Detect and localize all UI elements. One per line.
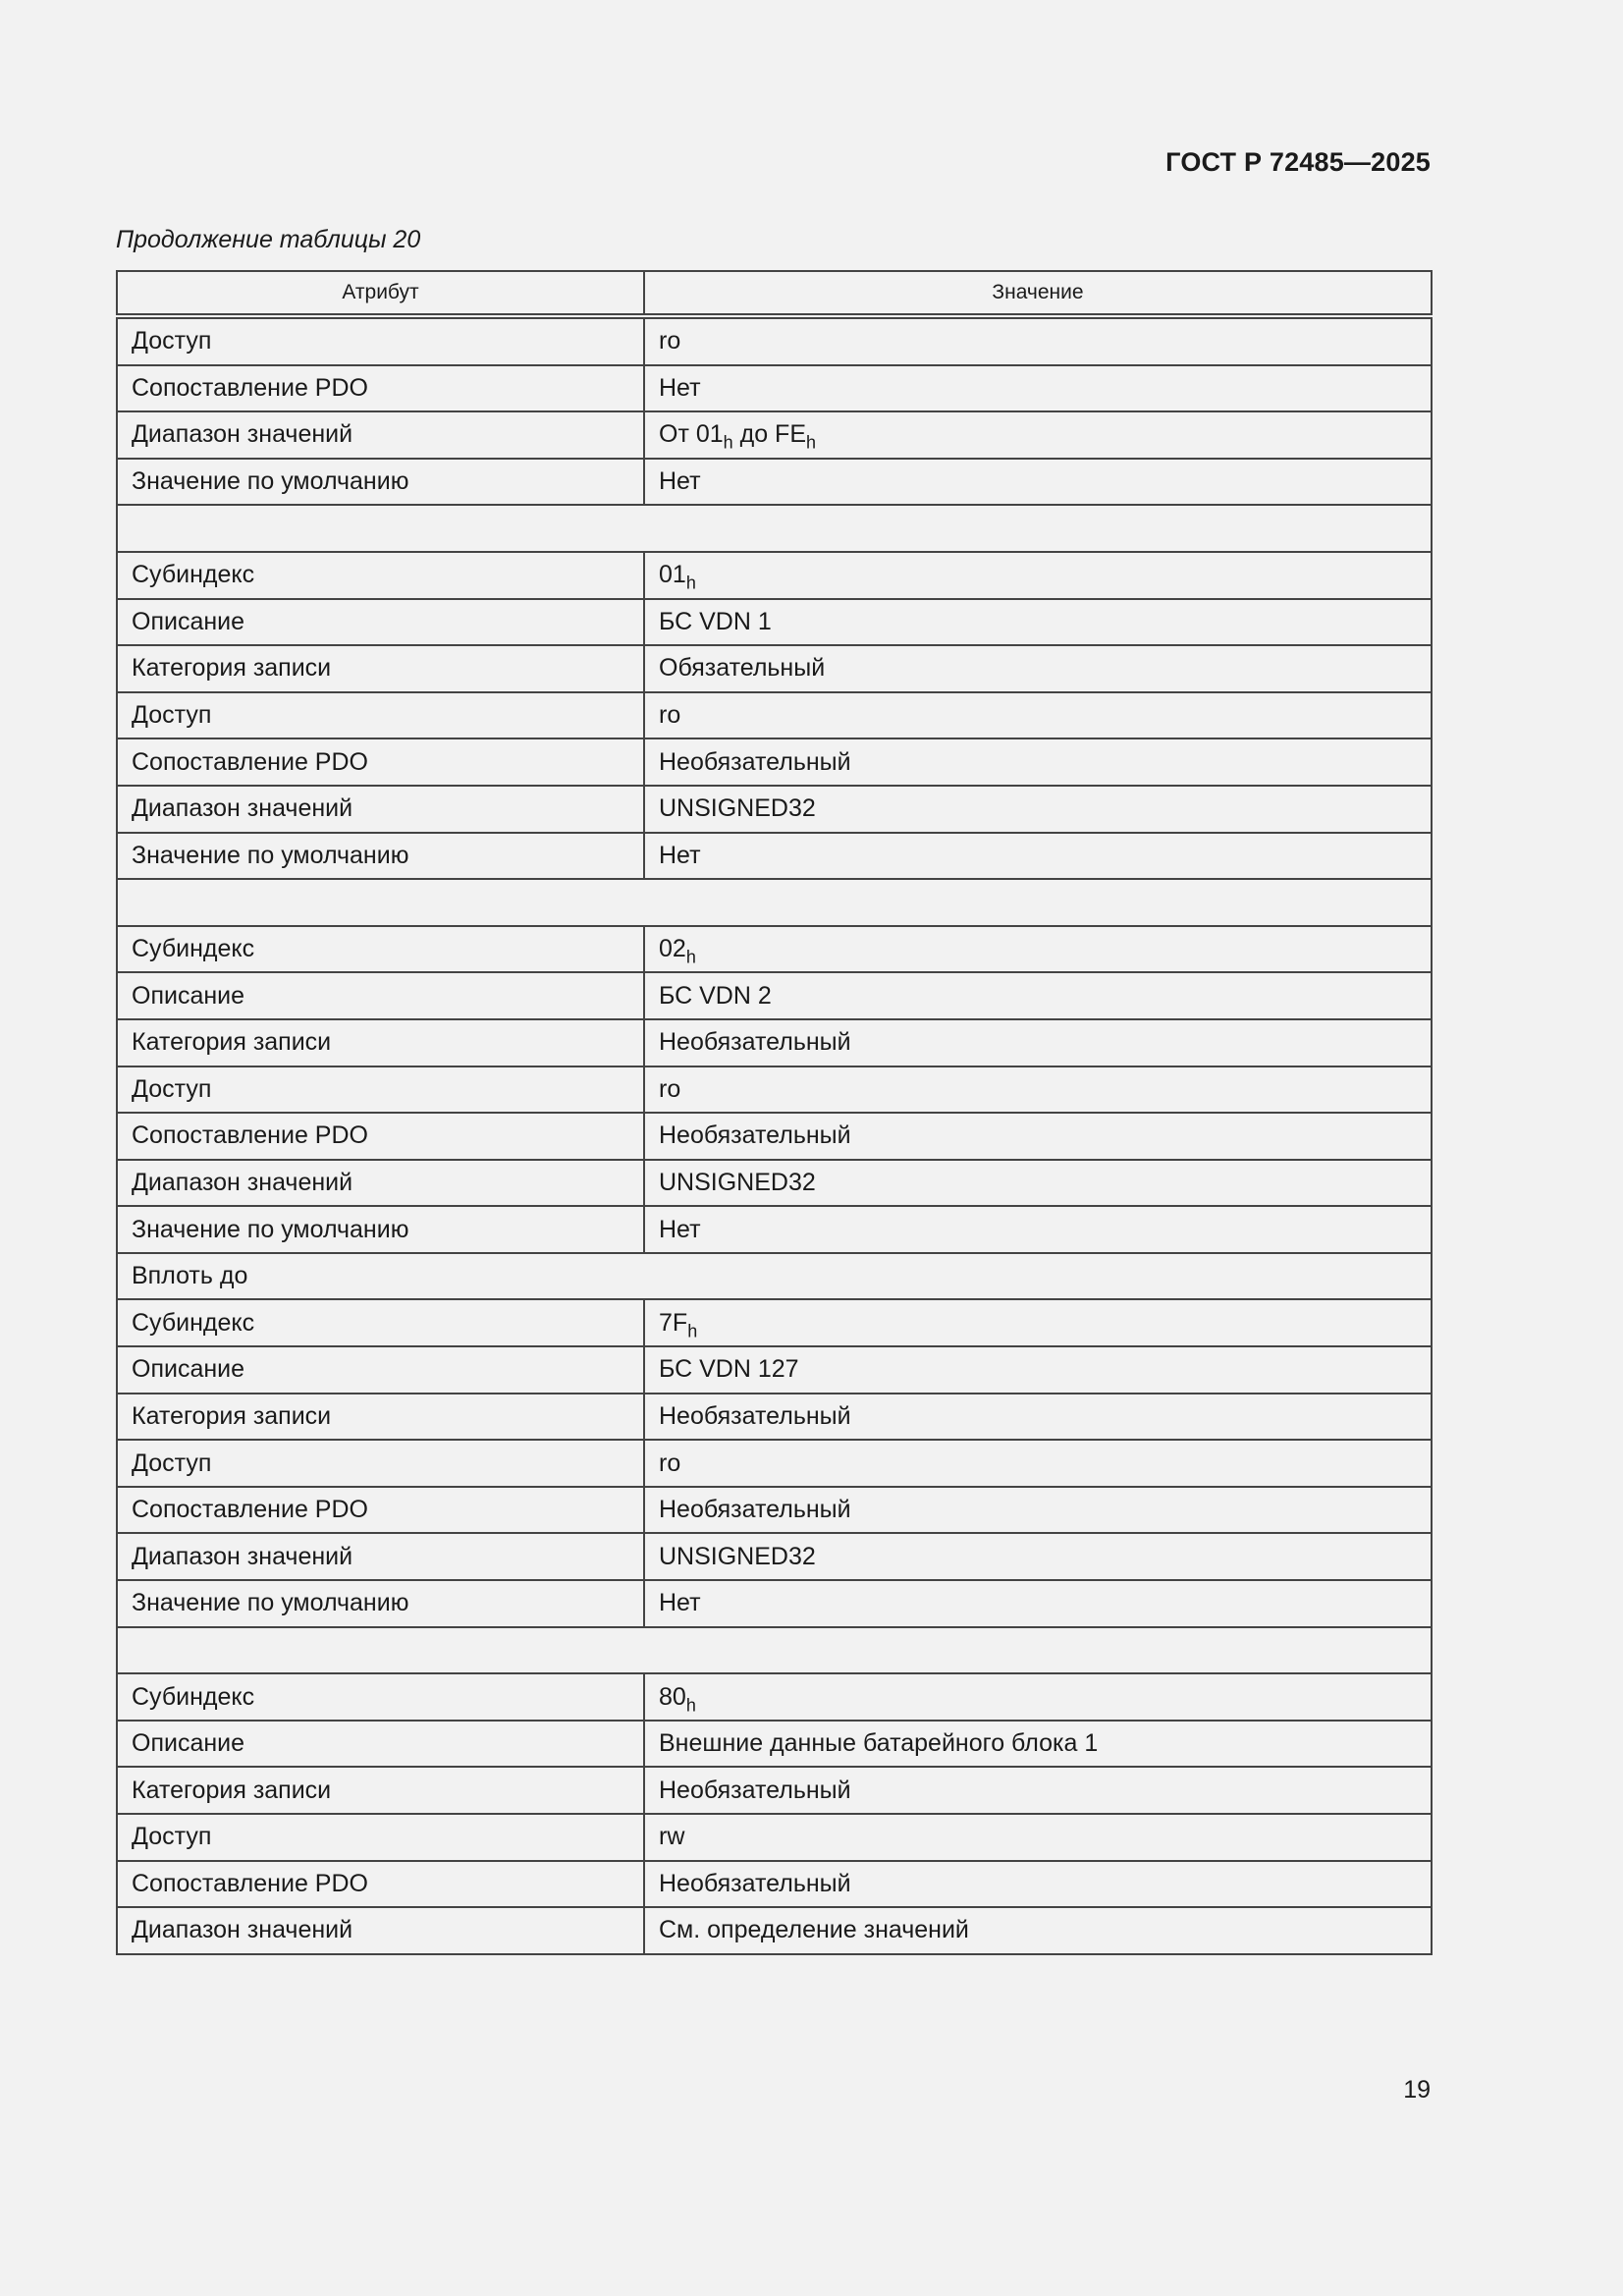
- value-text: Нет: [659, 841, 701, 869]
- value-text: Необязательный: [659, 1028, 851, 1057]
- value-text: ro: [659, 327, 681, 355]
- value-cell: [644, 1580, 1432, 1627]
- section-separator-cell: [117, 879, 1432, 926]
- attribute-cell: Доступ: [117, 1814, 644, 1861]
- table-row: [117, 645, 1432, 692]
- value-text: ro: [659, 1449, 681, 1477]
- value-text: UNSIGNED32: [659, 1542, 816, 1570]
- value-text: БС VDN 127: [659, 1355, 799, 1384]
- value-cell: [644, 459, 1432, 506]
- table-row: [117, 1253, 1432, 1300]
- page-number: 19: [1403, 2076, 1431, 2104]
- attribute-cell: Значение по умолчанию: [117, 1206, 644, 1253]
- value-text: Необязательный: [659, 1401, 851, 1430]
- value-text: Необязательный: [659, 1869, 851, 1897]
- value-text: Нет: [659, 467, 701, 496]
- table-row: [117, 1814, 1432, 1861]
- table-header-row: [117, 271, 1432, 316]
- value-text: Необязательный: [659, 1776, 851, 1804]
- table-row: [117, 1721, 1432, 1768]
- value-cell: [644, 599, 1432, 646]
- attribute-cell: Доступ: [117, 316, 644, 365]
- value-text: 7F: [659, 1308, 688, 1337]
- value-text: От 01: [659, 420, 724, 449]
- value-cell: [644, 1019, 1432, 1066]
- attribute-cell: Описание: [117, 1721, 644, 1768]
- attribute-cell: Категория записи: [117, 1394, 644, 1441]
- column-header-attribute: Атрибут: [117, 271, 644, 316]
- value-text: Необязательный: [659, 1121, 851, 1150]
- attribute-table: [116, 270, 1433, 1955]
- attribute-cell: Субиндекс: [117, 1673, 644, 1721]
- value-cell: [644, 1160, 1432, 1207]
- value-text: Нет: [659, 373, 701, 402]
- value-cell: [644, 738, 1432, 786]
- table-row: [117, 459, 1432, 506]
- value-cell: [644, 1299, 1432, 1346]
- attribute-cell: Описание: [117, 972, 644, 1019]
- section-separator-cell: [117, 1627, 1432, 1674]
- value-cell: [644, 972, 1432, 1019]
- attribute-cell: Доступ: [117, 1066, 644, 1114]
- attribute-cell: Диапазон значений: [117, 411, 644, 459]
- value-cell: [644, 552, 1432, 599]
- attribute-cell: Сопоставление PDO: [117, 738, 644, 786]
- value-cell: [644, 1440, 1432, 1487]
- value-cell: [644, 692, 1432, 739]
- table-row: [117, 1346, 1432, 1394]
- attribute-cell: Категория записи: [117, 1019, 644, 1066]
- table-row: [117, 879, 1432, 926]
- table-row: [117, 1113, 1432, 1160]
- value-text: Необязательный: [659, 1496, 851, 1524]
- value-text: Необязательный: [659, 747, 851, 776]
- attribute-cell: Категория записи: [117, 1767, 644, 1814]
- value-text: БС VDN 2: [659, 981, 772, 1010]
- value-cell: [644, 1721, 1432, 1768]
- value-cell: [644, 1767, 1432, 1814]
- value-text: Нет: [659, 1589, 701, 1617]
- table-row: [117, 316, 1432, 365]
- value-text: Внешние данные батарейного блока 1: [659, 1729, 1099, 1758]
- table-row: [117, 1907, 1432, 1954]
- value-cell: [644, 833, 1432, 880]
- table-row: [117, 1627, 1432, 1674]
- value-cell: [644, 1394, 1432, 1441]
- attribute-cell: Диапазон значений: [117, 1907, 644, 1954]
- value-cell: [644, 1113, 1432, 1160]
- attribute-cell: Субиндекс: [117, 926, 644, 973]
- table-body: [117, 316, 1432, 1954]
- value-cell: [644, 365, 1432, 412]
- table-row: [117, 1394, 1432, 1441]
- value-text: UNSIGNED32: [659, 794, 816, 823]
- hex-suffix: h: [723, 432, 733, 453]
- section-separator-cell: Вплоть до: [117, 1253, 1432, 1300]
- table-row: [117, 1299, 1432, 1346]
- table-row: [117, 1019, 1432, 1066]
- table-row: [117, 1160, 1432, 1207]
- value-text: ro: [659, 701, 681, 730]
- value-text: ro: [659, 1074, 681, 1103]
- table-row: [117, 1767, 1432, 1814]
- value-cell: [644, 645, 1432, 692]
- attribute-cell: Описание: [117, 1346, 644, 1394]
- table-row: [117, 833, 1432, 880]
- table-row: [117, 1580, 1432, 1627]
- hex-suffix: h: [685, 947, 696, 967]
- attribute-cell: Субиндекс: [117, 552, 644, 599]
- value-cell: [644, 1066, 1432, 1114]
- value-cell: [644, 1814, 1432, 1861]
- document-code: ГОСТ Р 72485—2025: [1165, 147, 1431, 177]
- attribute-cell: Значение по умолчанию: [117, 833, 644, 880]
- value-cell: [644, 1533, 1432, 1580]
- table-row: [117, 692, 1432, 739]
- attribute-cell: Значение по умолчанию: [117, 1580, 644, 1627]
- table-row: [117, 365, 1432, 412]
- table-row: [117, 599, 1432, 646]
- column-header-value: Значение: [644, 271, 1432, 316]
- table-row: [117, 1066, 1432, 1114]
- value-cell: [644, 411, 1432, 459]
- value-text: Обязательный: [659, 654, 826, 683]
- value-cell: [644, 1907, 1432, 1954]
- table-row: [117, 738, 1432, 786]
- value-text: 01: [659, 561, 686, 589]
- value-cell: [644, 1487, 1432, 1534]
- value-text: UNSIGNED32: [659, 1168, 816, 1196]
- table-row: [117, 972, 1432, 1019]
- value-cell: [644, 926, 1432, 973]
- table-caption: Продолжение таблицы 20: [116, 226, 421, 253]
- table-row: [117, 505, 1432, 552]
- attribute-cell: Сопоставление PDO: [117, 1861, 644, 1908]
- value-text: до FE: [732, 420, 807, 449]
- value-cell: [644, 316, 1432, 365]
- value-cell: [644, 786, 1432, 833]
- table-row: [117, 786, 1432, 833]
- table-row: [117, 1533, 1432, 1580]
- attribute-cell: Категория записи: [117, 645, 644, 692]
- attribute-cell: Описание: [117, 599, 644, 646]
- attribute-cell: Доступ: [117, 1440, 644, 1487]
- value-cell: [644, 1861, 1432, 1908]
- attribute-cell: Сопоставление PDO: [117, 1113, 644, 1160]
- value-text: rw: [659, 1823, 685, 1851]
- table-row: [117, 926, 1432, 973]
- attribute-cell: Значение по умолчанию: [117, 459, 644, 506]
- table-row: [117, 1861, 1432, 1908]
- attribute-cell: Диапазон значений: [117, 786, 644, 833]
- hex-suffix: h: [687, 1321, 698, 1341]
- attribute-cell: Диапазон значений: [117, 1160, 644, 1207]
- attribute-cell: Сопоставление PDO: [117, 365, 644, 412]
- table-row: [117, 411, 1432, 459]
- table-row: [117, 552, 1432, 599]
- value-text: БС VDN 1: [659, 607, 772, 635]
- value-text: См. определение значений: [659, 1916, 969, 1944]
- value-text: 80: [659, 1682, 686, 1711]
- section-separator-cell: [117, 505, 1432, 552]
- table-row: [117, 1673, 1432, 1721]
- value-cell: [644, 1346, 1432, 1394]
- attribute-cell: Сопоставление PDO: [117, 1487, 644, 1534]
- table-row: [117, 1206, 1432, 1253]
- hex-suffix: h: [806, 432, 817, 453]
- table-row: [117, 1440, 1432, 1487]
- value-cell: [644, 1673, 1432, 1721]
- value-cell: [644, 1206, 1432, 1253]
- value-text: 02: [659, 935, 686, 963]
- hex-suffix: h: [685, 573, 696, 593]
- attribute-cell: Диапазон значений: [117, 1533, 644, 1580]
- value-text: Нет: [659, 1215, 701, 1243]
- attribute-cell: Доступ: [117, 692, 644, 739]
- attribute-cell: Субиндекс: [117, 1299, 644, 1346]
- table-row: [117, 1487, 1432, 1534]
- hex-suffix: h: [685, 1694, 696, 1715]
